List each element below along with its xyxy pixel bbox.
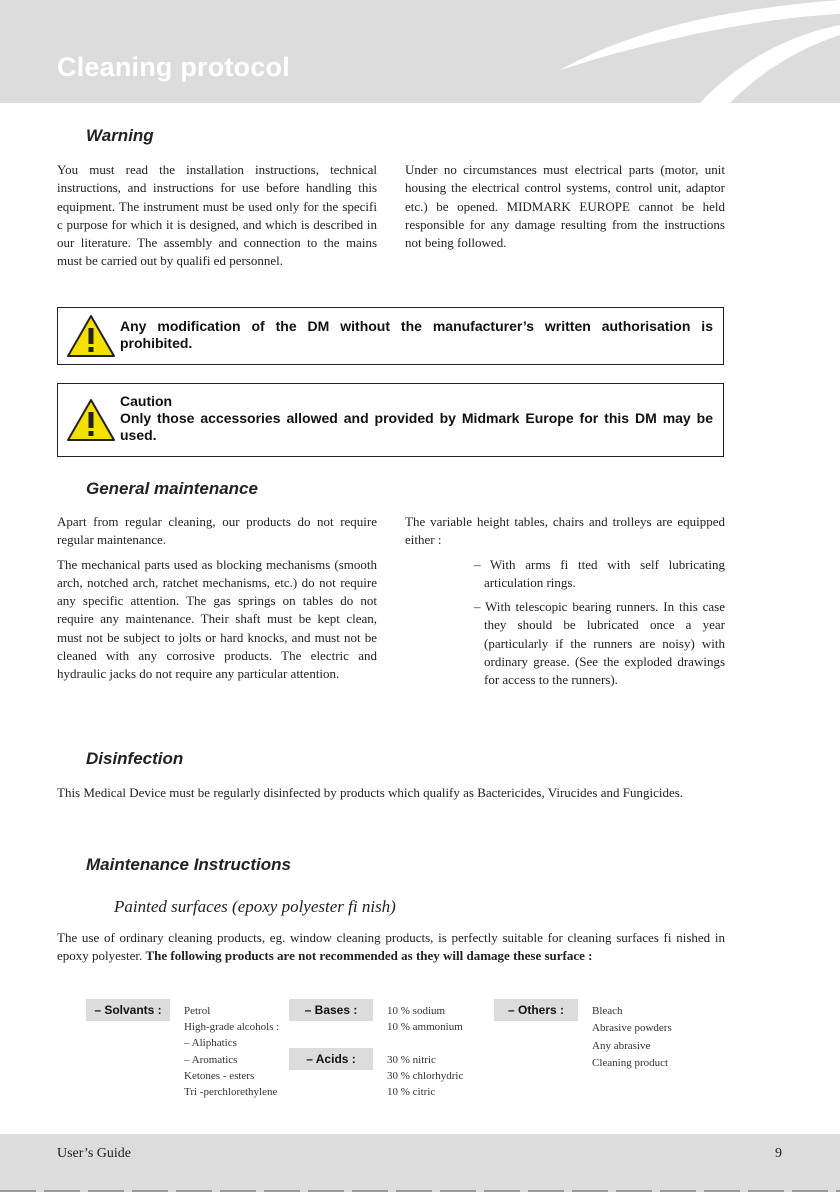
page-title: Cleaning protocol [57,52,290,82]
painted-surfaces-subheading: Painted surfaces (epoxy polyester fi nish) [114,897,396,916]
footer-guide-label: User’s Guide [57,1146,132,1161]
general-paragraph-1: Apart from regular cleaning, our products do not require regular maintenance. [57,514,377,548]
list-item: – With telescopic bearing runners. In this case they should be lubricated once a year (particularly if the runners are noisy) with ordinary grease. (See the exploded drawings for access to the runners). [474,599,725,688]
equipment-list [405,556,725,690]
list-item: High-grade alcohols : [184,1021,280,1034]
list-item: 10 % sodium [387,1005,446,1017]
warning-left-text [57,161,377,277]
page-footer [0,1134,840,1192]
caution-notice [57,383,724,457]
general-maintenance-heading: General maintenance [86,479,258,498]
caution-label: Caution [120,393,173,409]
warning-icon [66,398,116,442]
disinfection-paragraph: This Medical Device must be regularly disinfected by products which qualify as Bactericides, Virucides and Fungicides. [57,785,684,800]
general-right-text [405,513,725,696]
caution-body: Only those accessories allowed and provided by Midmark Europe for this DM may be used. [120,410,713,443]
general-paragraph-2: The mechanical parts used as blocking mechanisms (smooth arch, notched arch, ratchet mechanisms, etc.) do not require any specific attention. The gas springs on tables do not require any maintenance. Their shaft must be kept clean, must not be subject to jolts or hard knocks, and must not be cleaned with any corrosive products. The electric and hydraulic jacks do not require any particular attention. [57,556,377,682]
list-item: Tri -perchlorethylene [184,1086,278,1099]
general-left-text [57,513,377,690]
list-item: – Aromatics [184,1053,238,1066]
solvents-list [184,1003,279,1100]
maintenance-text-bold: The following products are not recommended as they will damage these surface : [145,948,593,964]
list-item: Cleaning product [592,1056,669,1069]
warning-right-paragraph: Under no circumstances must electrical parts (motor, unit housing the electrical control systems, control unit, adaptor etc.) be opened. MIDMARK EUROPE cannot be held responsible for any damage resulting from the instructions not being followed. [405,162,725,251]
list-item: Bleach [592,1005,623,1017]
maintenance-text [57,929,725,966]
list-item: 30 % nitric [387,1054,436,1066]
disinfection-heading: Disinfection [86,749,184,768]
list-item: 10 % ammonium [387,1021,463,1034]
warning-icon [66,314,116,358]
others-list [592,1003,672,1072]
caution-notice-text [120,393,713,444]
list-item: – Aliphatics [184,1037,237,1050]
acids-label: – Acids : [289,1048,373,1070]
solvents-label: – Solvants : [86,999,170,1021]
others-label: – Others : [494,999,578,1021]
list-item: Ketones - esters [184,1069,255,1082]
list-item: Petrol [184,1005,211,1017]
maintenance-text-plain: The use of ordinary cleaning products, eg. window cleaning products, is perfectly suitable for cleaning surfaces fi nished in epoxy polyester. [57,930,725,964]
list-item: 30 % chlorhydric [387,1070,464,1083]
disinfection-text [57,784,725,808]
list-item: 10 % citric [387,1086,436,1099]
list-item: – With arms fi tted with self lubricating articulation rings. [474,556,725,590]
list-item: Abrasive powders [592,1022,672,1035]
general-paragraph-3: The variable height tables, chairs and trolleys are equipped either : [405,514,725,548]
page-number: 9 [775,1146,782,1161]
modification-notice [57,307,724,365]
warning-left-paragraph: You must read the installation instructions, technical instructions, and instructions for use before handling this equipment. The instrument must be used only for the specifi c purpose for which it is designed, and which is described in our literature. The assembly and connection to the mains must be carried out by qualifi ed personnel. [57,162,377,269]
list-item: Any abrasive [592,1039,651,1052]
acids-list [387,1052,463,1101]
bases-list [387,1003,463,1035]
warning-heading: Warning [86,126,154,145]
modification-notice-text: Any modification of the DM without the manufacturer’s written authorisation is prohibited. [120,318,713,351]
maintenance-heading: Maintenance Instructions [86,855,291,874]
page-header [0,0,840,103]
warning-right-text [405,161,725,258]
bases-label: – Bases : [289,999,373,1021]
